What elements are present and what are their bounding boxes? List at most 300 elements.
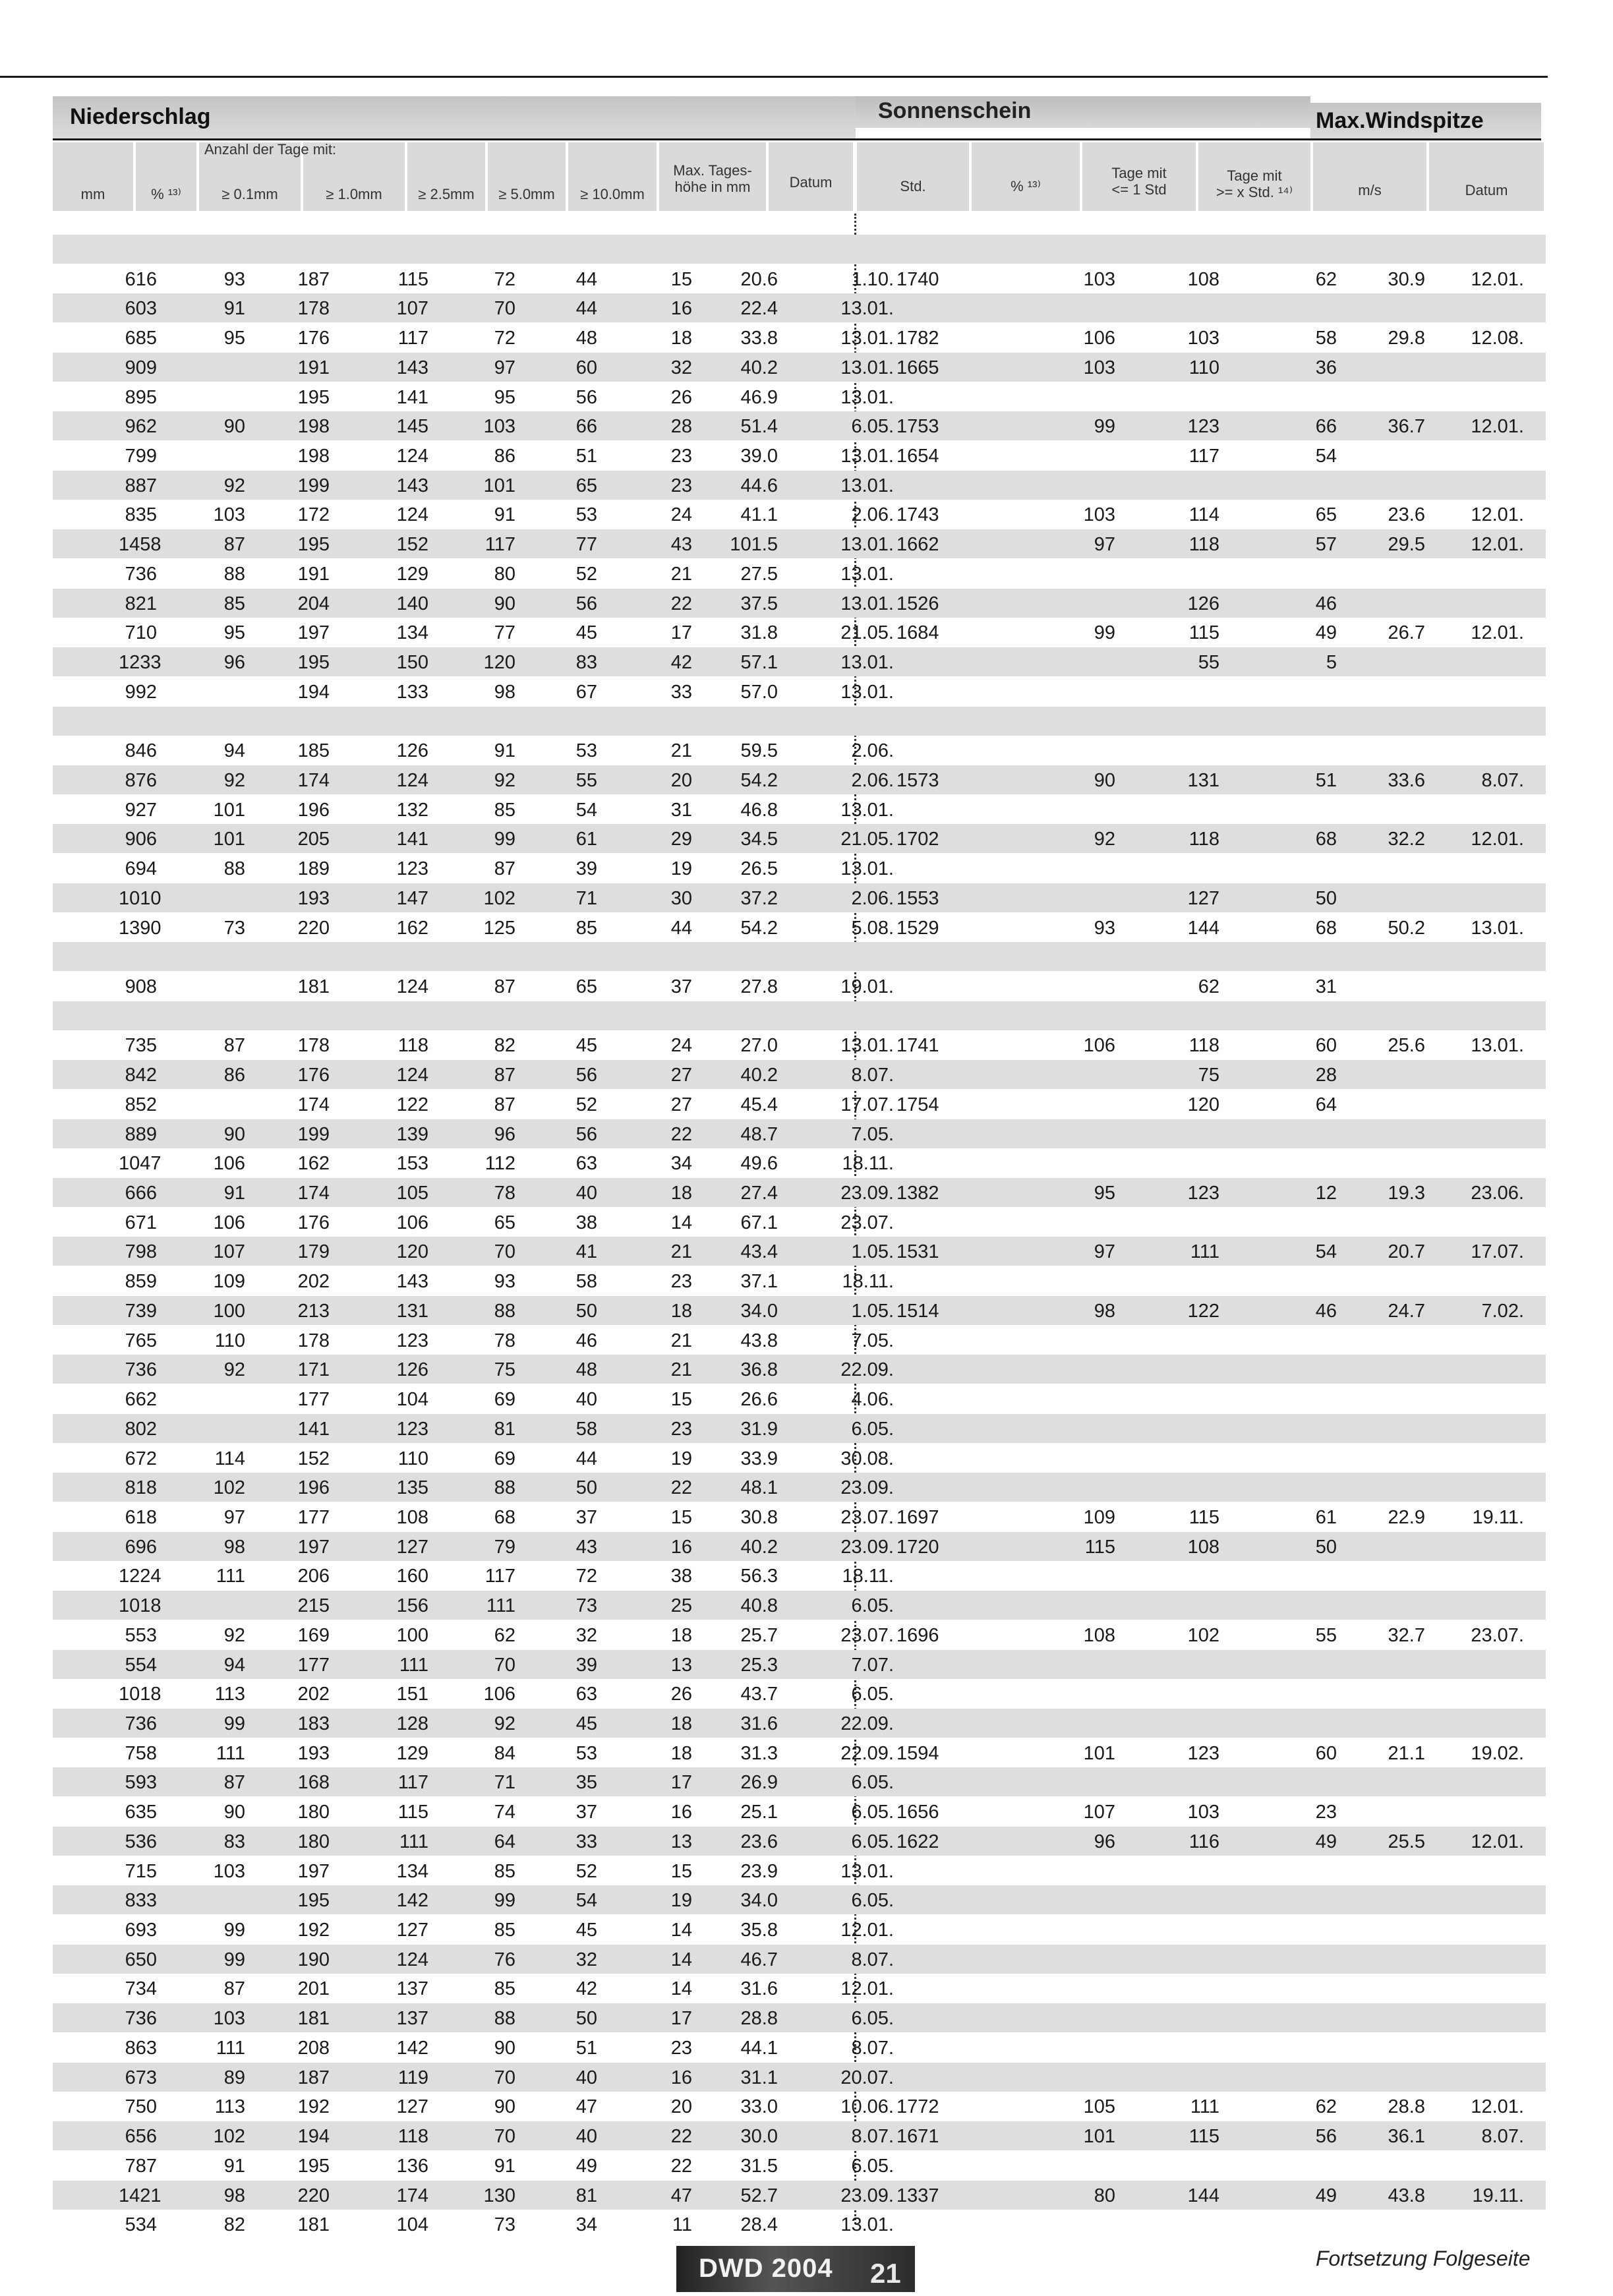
- cell-tage1: 108: [1187, 268, 1219, 290]
- cell-wdatum: 23.07.: [1471, 1624, 1524, 1646]
- cell-pct: 109: [213, 1271, 245, 1293]
- cell-d50: 55: [575, 769, 597, 791]
- cell-tage2: 23: [1315, 1802, 1337, 1823]
- cell-d25: 130: [483, 2185, 515, 2206]
- cell-wdatum: 12.01.: [1471, 416, 1524, 438]
- header-10mm: ≥ 1.0mm: [326, 186, 382, 202]
- cell-max: 45.4: [740, 1094, 778, 1115]
- cell-pct: 107: [213, 1241, 245, 1263]
- cell-d10: 118: [397, 1035, 428, 1057]
- cell-d01: 191: [297, 357, 330, 378]
- cell-mm: 616: [125, 268, 157, 290]
- cell-d25: 87: [494, 1065, 515, 1086]
- cell-pct: 82: [223, 2214, 245, 2236]
- cell-d100: 14: [670, 1978, 692, 2000]
- footer-badge-text: DWD 2004: [699, 2254, 833, 2283]
- cell-d25: 62: [494, 1624, 515, 1646]
- cell-d01: 198: [297, 446, 330, 467]
- cell-pct: 91: [223, 298, 245, 320]
- cell-spct: 95: [1094, 1183, 1115, 1204]
- table-row: [53, 1178, 1546, 1207]
- cell-d100: 32: [670, 357, 692, 378]
- cell-ms: 19.3: [1388, 1183, 1425, 1204]
- cell-ms: 43.8: [1388, 2185, 1425, 2206]
- cell-tage1: 115: [1188, 622, 1219, 644]
- cell-max: 31.5: [740, 2155, 778, 2177]
- cell-mm: 736: [125, 2008, 157, 2030]
- header-std: Std.: [900, 178, 926, 194]
- cell-d100: 17: [670, 1772, 692, 1794]
- cell-datum: 6.05.: [851, 1831, 894, 1852]
- cell-d10: 156: [396, 1595, 428, 1617]
- cell-d25: 117: [484, 1566, 515, 1587]
- cell-mm: 852: [125, 1094, 157, 1115]
- cell-d100: 15: [670, 1506, 692, 1528]
- table-row: [53, 707, 1546, 736]
- cell-tage1: 114: [1188, 504, 1219, 526]
- cell-max: 31.8: [740, 622, 778, 644]
- cell-d10: 118: [397, 2126, 428, 2148]
- table-row: [53, 942, 1546, 971]
- cell-tage1: 102: [1187, 1624, 1219, 1646]
- cell-mm: 798: [125, 1241, 157, 1263]
- header-max-2: höhe in mm: [674, 179, 751, 195]
- cell-d100: 37: [670, 976, 692, 997]
- table-row: [53, 529, 1546, 558]
- cell-d50: 42: [575, 1978, 597, 2000]
- table-row: [53, 1856, 1546, 1885]
- cell-d01: 205: [297, 829, 330, 850]
- cell-d25: 90: [494, 2096, 515, 2118]
- cell-max: 25.7: [740, 1624, 778, 1646]
- cell-datum: 13.01.: [840, 534, 894, 556]
- cell-ms: 21.1: [1388, 1742, 1425, 1764]
- cell-d01: 176: [297, 1065, 330, 1086]
- cell-mm: 603: [125, 298, 157, 320]
- cell-tage1: 122: [1187, 1300, 1219, 1322]
- cell-d25: 75: [494, 1359, 515, 1381]
- cell-pct: 98: [223, 1536, 245, 1558]
- cell-max: 40.2: [740, 1536, 778, 1558]
- table-row: [53, 1384, 1546, 1413]
- cell-pct: 111: [216, 1742, 245, 1764]
- table-row: [53, 323, 1546, 352]
- cell-d01: 193: [297, 887, 330, 909]
- section-niederschlag: [53, 96, 856, 138]
- cell-datum: 21.05.: [840, 829, 894, 850]
- cell-mm: 534: [125, 2214, 157, 2236]
- cell-tage2: 62: [1315, 268, 1337, 290]
- cell-spct: 80: [1094, 2185, 1115, 2206]
- cell-d10: 126: [396, 740, 428, 762]
- cell-d50: 73: [575, 1595, 597, 1617]
- cell-d10: 106: [396, 1212, 428, 1233]
- cell-pct: 103: [213, 1860, 245, 1882]
- cell-datum: 6.05.: [851, 1684, 894, 1705]
- cell-datum: 2.06.: [851, 740, 894, 762]
- cell-d50: 65: [575, 976, 597, 997]
- cell-d25: 80: [494, 563, 515, 585]
- cell-d25: 85: [494, 1860, 515, 1882]
- cell-d100: 15: [670, 268, 692, 290]
- cell-tage1: 118: [1188, 829, 1219, 850]
- header-cell-spct: [972, 142, 1080, 211]
- table-row: [53, 2151, 1546, 2180]
- cell-d10: 174: [396, 2185, 428, 2206]
- cell-datum: 13.01.: [840, 357, 894, 378]
- table-row: [53, 824, 1546, 853]
- cell-datum: 6.05.: [851, 2155, 894, 2177]
- cell-d01: 192: [297, 1920, 330, 1941]
- cell-d10: 117: [397, 328, 428, 349]
- cell-std: 1529: [896, 917, 939, 939]
- cell-datum: 6.05.: [851, 1772, 894, 1794]
- cell-d01: 208: [297, 2037, 330, 2059]
- cell-d25: 99: [494, 829, 515, 850]
- cell-d100: 19: [670, 1448, 692, 1469]
- cell-max: 48.7: [740, 1123, 778, 1145]
- cell-datum: 6.05.: [851, 2008, 894, 2030]
- cell-d25: 85: [494, 799, 515, 821]
- cell-mm: 734: [125, 1978, 157, 2000]
- cell-tage2: 51: [1315, 769, 1337, 791]
- cell-d01: 202: [297, 1271, 330, 1293]
- cell-d100: 15: [670, 1389, 692, 1411]
- table-row: [53, 2121, 1546, 2150]
- cell-ms: 50.2: [1388, 917, 1425, 939]
- table-row: [53, 589, 1546, 618]
- cell-wdatum: 8.07.: [1481, 2126, 1524, 2148]
- cell-wdatum: 19.11.: [1472, 1506, 1524, 1528]
- cell-datum: 8.07.: [851, 2126, 894, 2148]
- cell-d01: 174: [297, 1183, 330, 1204]
- cell-d50: 50: [575, 1477, 597, 1499]
- table-row: [53, 2003, 1546, 2032]
- cell-pct: 95: [223, 328, 245, 349]
- cell-d10: 110: [397, 1448, 428, 1469]
- cell-mm: 818: [125, 1477, 157, 1499]
- cell-pct: 102: [213, 1477, 245, 1499]
- cell-d100: 29: [670, 829, 692, 850]
- cell-d01: 185: [297, 740, 330, 762]
- cell-d25: 96: [494, 1123, 515, 1145]
- cell-mm: 735: [125, 1035, 157, 1057]
- table-row: [53, 1414, 1546, 1443]
- cell-d50: 53: [575, 504, 597, 526]
- cell-datum: 5.08.: [851, 917, 894, 939]
- cell-d100: 18: [670, 1713, 692, 1734]
- cell-d10: 104: [396, 1389, 428, 1411]
- cell-d25: 92: [494, 769, 515, 791]
- cell-d01: 177: [297, 1389, 330, 1411]
- cell-mm: 1224: [119, 1566, 161, 1587]
- cell-wdatum: 8.07.: [1481, 769, 1524, 791]
- header-cell-ms: [1313, 142, 1426, 211]
- cell-datum: 23.09.: [840, 1183, 894, 1204]
- cell-d01: 187: [297, 2067, 330, 2088]
- cell-d50: 45: [575, 1713, 597, 1734]
- cell-d01: 176: [297, 328, 330, 349]
- cell-std: 1740: [896, 268, 939, 290]
- table-row: [53, 1208, 1546, 1237]
- cell-max: 67.1: [740, 1212, 778, 1233]
- section-sonnenschein: [856, 96, 1310, 128]
- cell-d25: 111: [486, 1595, 515, 1617]
- cell-wdatum: 12.01.: [1471, 2096, 1524, 2118]
- cell-d50: 46: [575, 1330, 597, 1351]
- cell-wdatum: 12.01.: [1471, 829, 1524, 850]
- cell-tage1: 103: [1187, 328, 1219, 349]
- cell-d25: 65: [494, 1212, 515, 1233]
- cell-max: 28.4: [740, 2214, 778, 2236]
- header-tage1-2: <= 1 Std: [1111, 181, 1167, 198]
- cell-mm: 673: [125, 2067, 157, 2088]
- cell-d25: 87: [494, 1094, 515, 1115]
- table-row: [53, 235, 1546, 264]
- cell-d50: 56: [575, 1065, 597, 1086]
- cell-d50: 52: [575, 1094, 597, 1115]
- cell-mm: 876: [125, 769, 157, 791]
- cell-d10: 117: [397, 1772, 428, 1794]
- cell-d01: 187: [297, 268, 330, 290]
- cell-mm: 842: [125, 1065, 157, 1086]
- cell-datum: 6.05.: [851, 1595, 894, 1617]
- cell-d10: 105: [396, 1183, 428, 1204]
- table-row: [53, 2033, 1546, 2062]
- cell-datum: 21.05.: [840, 622, 894, 644]
- cell-d50: 50: [575, 1300, 597, 1322]
- cell-max: 30.0: [740, 2126, 778, 2148]
- cell-datum: 7.05.: [851, 1330, 894, 1351]
- cell-d10: 124: [396, 976, 428, 997]
- table-row: [53, 1797, 1546, 1826]
- cell-d100: 22: [670, 2155, 692, 2177]
- cell-d10: 132: [396, 799, 428, 821]
- cell-max: 33.8: [740, 328, 778, 349]
- cell-d100: 24: [670, 1035, 692, 1057]
- cell-tage2: 54: [1315, 446, 1337, 467]
- cell-mm: 992: [125, 681, 157, 703]
- section-title-sonnenschein: Sonnenschein: [878, 98, 1032, 123]
- cell-d50: 53: [575, 1742, 597, 1764]
- table-row: [53, 353, 1546, 382]
- cell-wdatum: 12.01.: [1471, 1831, 1524, 1852]
- cell-tage2: 50: [1315, 1536, 1337, 1558]
- cell-spct: 98: [1094, 1300, 1115, 1322]
- cell-d25: 76: [494, 1949, 515, 1970]
- cell-tage1: 131: [1187, 769, 1219, 791]
- header-tage2-2: >= x Std. ¹⁴⁾: [1216, 184, 1293, 200]
- cell-tage2: 65: [1315, 504, 1337, 526]
- cell-wdatum: 17.07.: [1471, 1241, 1524, 1263]
- cell-d10: 104: [396, 2214, 428, 2236]
- header-ms: m/s: [1358, 182, 1382, 198]
- cell-d100: 17: [670, 622, 692, 644]
- cell-tage1: 75: [1198, 1065, 1219, 1086]
- cell-mm: 835: [125, 504, 157, 526]
- table-row: [53, 1001, 1546, 1030]
- cell-d50: 39: [575, 1654, 597, 1676]
- cell-d100: 17: [670, 2008, 692, 2030]
- cell-ms: 30.9: [1388, 268, 1425, 290]
- cell-mm: 618: [125, 1506, 157, 1528]
- cell-d50: 40: [575, 1183, 597, 1204]
- cell-d01: 141: [297, 1418, 330, 1440]
- cell-mm: 671: [125, 1212, 157, 1233]
- table-row: [53, 1502, 1546, 1531]
- cell-std: 1594: [896, 1742, 939, 1764]
- cell-d01: 204: [297, 593, 330, 614]
- cell-datum: 13.01.: [840, 1860, 894, 1882]
- cell-mm: 715: [125, 1860, 157, 1882]
- table-row: [53, 1444, 1546, 1473]
- cell-spct: 101: [1083, 2126, 1115, 2148]
- cell-mm: 859: [125, 1271, 157, 1293]
- cell-std: 1622: [896, 1831, 939, 1852]
- cell-d50: 45: [575, 1035, 597, 1057]
- cell-spct: 106: [1083, 1035, 1115, 1057]
- cell-d25: 112: [484, 1153, 515, 1175]
- cell-d25: 103: [483, 416, 515, 438]
- cell-d10: 129: [396, 563, 428, 585]
- cell-max: 23.6: [740, 1831, 778, 1852]
- cell-d10: 145: [396, 416, 428, 438]
- cell-spct: 108: [1083, 1624, 1115, 1646]
- table-row: [53, 1030, 1546, 1059]
- table-row: [53, 883, 1546, 912]
- cell-ms: 36.1: [1388, 2126, 1425, 2148]
- cell-d50: 54: [575, 1890, 597, 1912]
- cell-max: 59.5: [740, 740, 778, 762]
- cell-datum: 22.09.: [840, 1359, 894, 1381]
- cell-d100: 23: [670, 1418, 692, 1440]
- cell-std: 1514: [896, 1300, 939, 1322]
- cell-d25: 69: [494, 1448, 515, 1469]
- cell-std: 1656: [896, 1802, 939, 1823]
- cell-max: 37.1: [740, 1271, 778, 1293]
- cell-d100: 21: [670, 563, 692, 585]
- cell-d25: 79: [494, 1536, 515, 1558]
- cell-d100: 22: [670, 1477, 692, 1499]
- cell-max: 44.6: [740, 475, 778, 496]
- cell-d100: 23: [670, 1271, 692, 1293]
- cell-pct: 92: [223, 1359, 245, 1381]
- cell-d01: 193: [297, 1742, 330, 1764]
- cell-d10: 124: [396, 769, 428, 791]
- cell-pct: 88: [223, 858, 245, 880]
- cell-d10: 152: [396, 534, 428, 556]
- cell-d25: 72: [494, 328, 515, 349]
- cell-d01: 220: [297, 2185, 330, 2206]
- cell-ms: 26.7: [1388, 622, 1425, 644]
- cell-d50: 40: [575, 1389, 597, 1411]
- cell-mm: 693: [125, 1920, 157, 1941]
- cell-datum: 7.07.: [851, 1654, 894, 1676]
- header-cell-wdatum: [1429, 142, 1544, 211]
- cell-d25: 106: [483, 1684, 515, 1705]
- cell-d100: 14: [670, 1212, 692, 1233]
- cell-spct: 103: [1083, 268, 1115, 290]
- table-row: [53, 382, 1546, 411]
- cell-mm: 736: [125, 1359, 157, 1381]
- cell-datum: 1.05.: [851, 1241, 894, 1263]
- table-row: [53, 618, 1546, 647]
- cell-d100: 21: [670, 1359, 692, 1381]
- cell-datum: 12.01.: [840, 1978, 894, 2000]
- cell-pct: 87: [223, 1978, 245, 2000]
- cell-pct: 92: [223, 475, 245, 496]
- cell-tage2: 60: [1315, 1035, 1337, 1057]
- cell-max: 26.9: [740, 1772, 778, 1794]
- cell-tage1: 62: [1198, 976, 1219, 997]
- table-row: [53, 913, 1546, 942]
- cell-d10: 133: [396, 681, 428, 703]
- cell-pct: 87: [223, 534, 245, 556]
- cell-d50: 45: [575, 1920, 597, 1941]
- cell-pct: 85: [223, 593, 245, 614]
- cell-std: 1382: [896, 1183, 939, 1204]
- cell-d10: 127: [396, 1536, 428, 1558]
- cell-d25: 88: [494, 1477, 515, 1499]
- cell-d50: 77: [575, 534, 597, 556]
- cell-datum: 6.05.: [851, 1418, 894, 1440]
- cell-ms: 29.8: [1388, 328, 1425, 349]
- cell-max: 40.2: [740, 1065, 778, 1086]
- cell-d100: 18: [670, 1183, 692, 1204]
- cell-tage1: 108: [1187, 1536, 1219, 1558]
- cell-std: 1753: [896, 416, 939, 438]
- cell-d50: 58: [575, 1271, 597, 1293]
- cell-d100: 42: [670, 652, 692, 674]
- cell-d100: 33: [670, 681, 692, 703]
- cell-wdatum: 19.02.: [1471, 1742, 1524, 1764]
- cell-mm: 750: [125, 2096, 157, 2118]
- cell-mm: 846: [125, 740, 157, 762]
- cell-std: 1720: [896, 1536, 939, 1558]
- table-row: [53, 293, 1546, 322]
- cell-mm: 685: [125, 328, 157, 349]
- cell-max: 20.6: [740, 268, 778, 290]
- cell-mm: 895: [125, 386, 157, 408]
- header-25mm: ≥ 2.5mm: [418, 186, 475, 202]
- cell-d50: 44: [575, 1448, 597, 1469]
- cell-pct: 93: [223, 268, 245, 290]
- section-windspitze: [1310, 103, 1541, 140]
- table-row: [53, 1326, 1546, 1355]
- table-row: [53, 1237, 1546, 1266]
- cell-tage2: 12: [1315, 1183, 1337, 1204]
- cell-d10: 115: [397, 268, 428, 290]
- cell-d25: 82: [494, 1035, 515, 1057]
- table-row: [53, 1650, 1546, 1679]
- cell-d25: 81: [494, 1418, 515, 1440]
- cell-d100: 11: [672, 2214, 692, 2236]
- cell-ms: 25.5: [1388, 1831, 1425, 1852]
- cell-d01: 199: [297, 475, 330, 496]
- cell-tage1: 118: [1188, 1035, 1219, 1057]
- cell-d25: 125: [483, 917, 515, 939]
- cell-d25: 117: [484, 534, 515, 556]
- header-datum: Datum: [789, 174, 833, 191]
- cell-d50: 53: [575, 740, 597, 762]
- cell-d50: 50: [575, 2008, 597, 2030]
- cell-datum: 8.07.: [851, 1065, 894, 1086]
- cell-max: 27.8: [740, 976, 778, 997]
- cell-d01: 152: [297, 1448, 330, 1469]
- table-row: [53, 1709, 1546, 1738]
- table-row: [53, 1620, 1546, 1649]
- cell-d25: 90: [494, 2037, 515, 2059]
